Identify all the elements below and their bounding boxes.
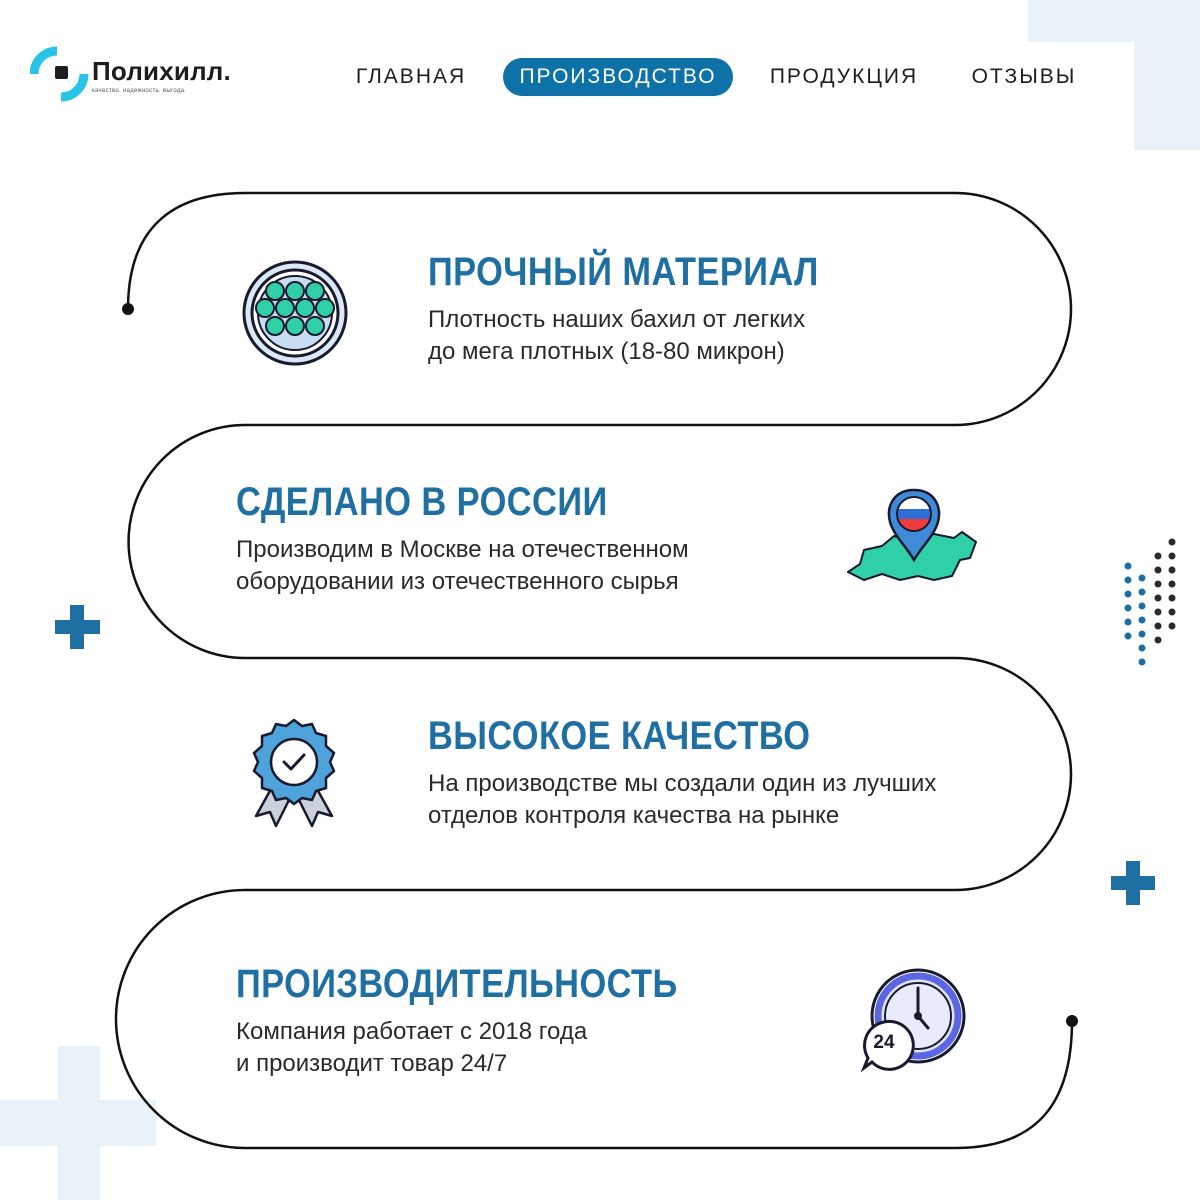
feature-text-line: отделов контроля качества на рынке <box>428 802 840 829</box>
clock-24-label: 24 <box>873 1032 895 1053</box>
fabric-texture-icon <box>240 258 350 368</box>
dots-decoration <box>1125 539 1176 666</box>
feature-text-line: и производит товар 24/7 <box>236 1050 508 1077</box>
quality-badge-icon <box>246 716 342 836</box>
nav-item-reviews[interactable]: ОТЗЫВЫ <box>971 65 1077 88</box>
nav-item-production[interactable]: ПРОИЗВОДСТВО <box>503 58 733 96</box>
brand-tagline: качество. надежность. выгода. <box>92 88 187 94</box>
russia-map-pin-icon <box>842 484 982 594</box>
feature-text-line: Компания работает с 2018 года <box>236 1018 588 1045</box>
nav-item-home[interactable]: ГЛАВНАЯ <box>355 65 467 88</box>
plus-icon <box>70 605 84 649</box>
feature-title: СДЕЛАНО В РОССИИ <box>236 480 608 524</box>
brand-name: Полихилл. <box>92 56 231 86</box>
path-start-dot <box>122 303 134 315</box>
clock-24-icon <box>856 966 968 1076</box>
feature-title: ПРОЧНЫЙ МАТЕРИАЛ <box>428 250 819 294</box>
feature-text-line: На производстве мы создали один из лучших <box>428 770 937 797</box>
path-end-dot <box>1066 1015 1078 1027</box>
plus-icon <box>1126 861 1140 905</box>
feature-text-line: до мега плотных (18-80 микрон) <box>428 338 785 365</box>
feature-text-line: оборудовании из отечественного сырья <box>236 568 679 595</box>
feature-title: ВЫСОКОЕ КАЧЕСТВО <box>428 714 811 758</box>
nav-item-products[interactable]: ПРОДУКЦИЯ <box>769 65 919 88</box>
feature-title: ПРОИЗВОДИТЕЛЬНОСТЬ <box>236 962 678 1006</box>
feature-text-line: Производим в Москве на отечественном <box>236 536 689 563</box>
feature-text-line: Плотность наших бахил от легких <box>428 306 806 333</box>
